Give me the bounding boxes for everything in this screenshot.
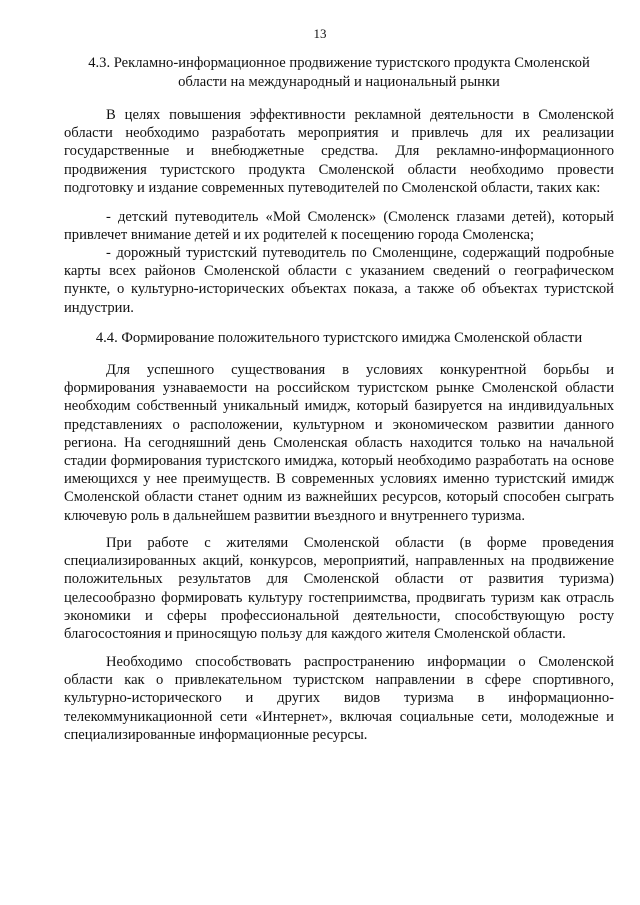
section-heading-4-3: 4.3. Рекламно-информационное продвижение туристского продукта Смоленской области на международный и национальный рынки — [88, 55, 590, 90]
guidebook-list-item-children: - детский путеводитель «Мой Смоленск» (Смоленск глазами детей), который привлечет внимание детей и их родителей к посещению города Смоленска; — [64, 209, 614, 244]
section-4-3-intro-paragraph: В целях повышения эффективности рекламной деятельности в Смоленской области необходимо разработать мероприятия и привлечь для их реализации государственные и внебюджетные средства. Для рекламно-информационного продвижения туристского продукта Смоленской области необходимо провести подготовку и издание современных путеводителей по Смоленской области, таких как: — [64, 107, 614, 196]
section-4-4-paragraph-image: Для успешного существования в условиях конкурентной борьбы и формирования узнаваемости на российском туристском рынке Смоленской области необходим собственный уникальный имидж, который базируется на индивидуальных представлениях о расположении, культурном и экономическом развитии данного региона. На сегодняшний день Смоленская область находится только на начальной стадии формирования туристского имиджа, который необходимо разработать на основе имеющихся у нее преимуществ. В современных условиях именно туристский имидж Смоленской области станет одним из важнейших ресурсов, который способен сыграть ключевую роль в дальнейшем развитии въездного и внутреннего туризма. — [64, 362, 614, 524]
guidebook-list-item-road: - дорожный туристский путеводитель по Смоленщине, содержащий подробные карты всех районов Смоленской области с указанием сведений о географическом пункте, о культурно-исторических объектах показа, а также об объектах туристской индустрии. — [64, 245, 614, 316]
section-4-4-paragraph-internet: Необходимо способствовать распространению информации о Смоленской области как о привлекательном туристском направлении в сфере спортивного, культурно-исторического и других видов туризма в информационно-телекоммуникационной сети «Интернет», включая социальные сети, молодежные и специализированные информационные ресурсы. — [64, 654, 614, 743]
page-number: 13 — [313, 26, 327, 41]
section-heading-4-4: 4.4. Формирование положительного туристского имиджа Смоленской области — [95, 330, 583, 346]
section-4-4-paragraph-residents: При работе с жителями Смоленской области (в форме проведения специализированных акций, конкурсов, мероприятий, направленных на продвижение положительных результатов для Смоленской области от развития туризма) целесообразно формировать культуру гостеприимства, продвигать туризм как отрасль экономики и сферы профессиональной деятельности, способствующую росту благосостояния и приносящую пользу для каждого жителя Смоленской области. — [64, 535, 614, 643]
